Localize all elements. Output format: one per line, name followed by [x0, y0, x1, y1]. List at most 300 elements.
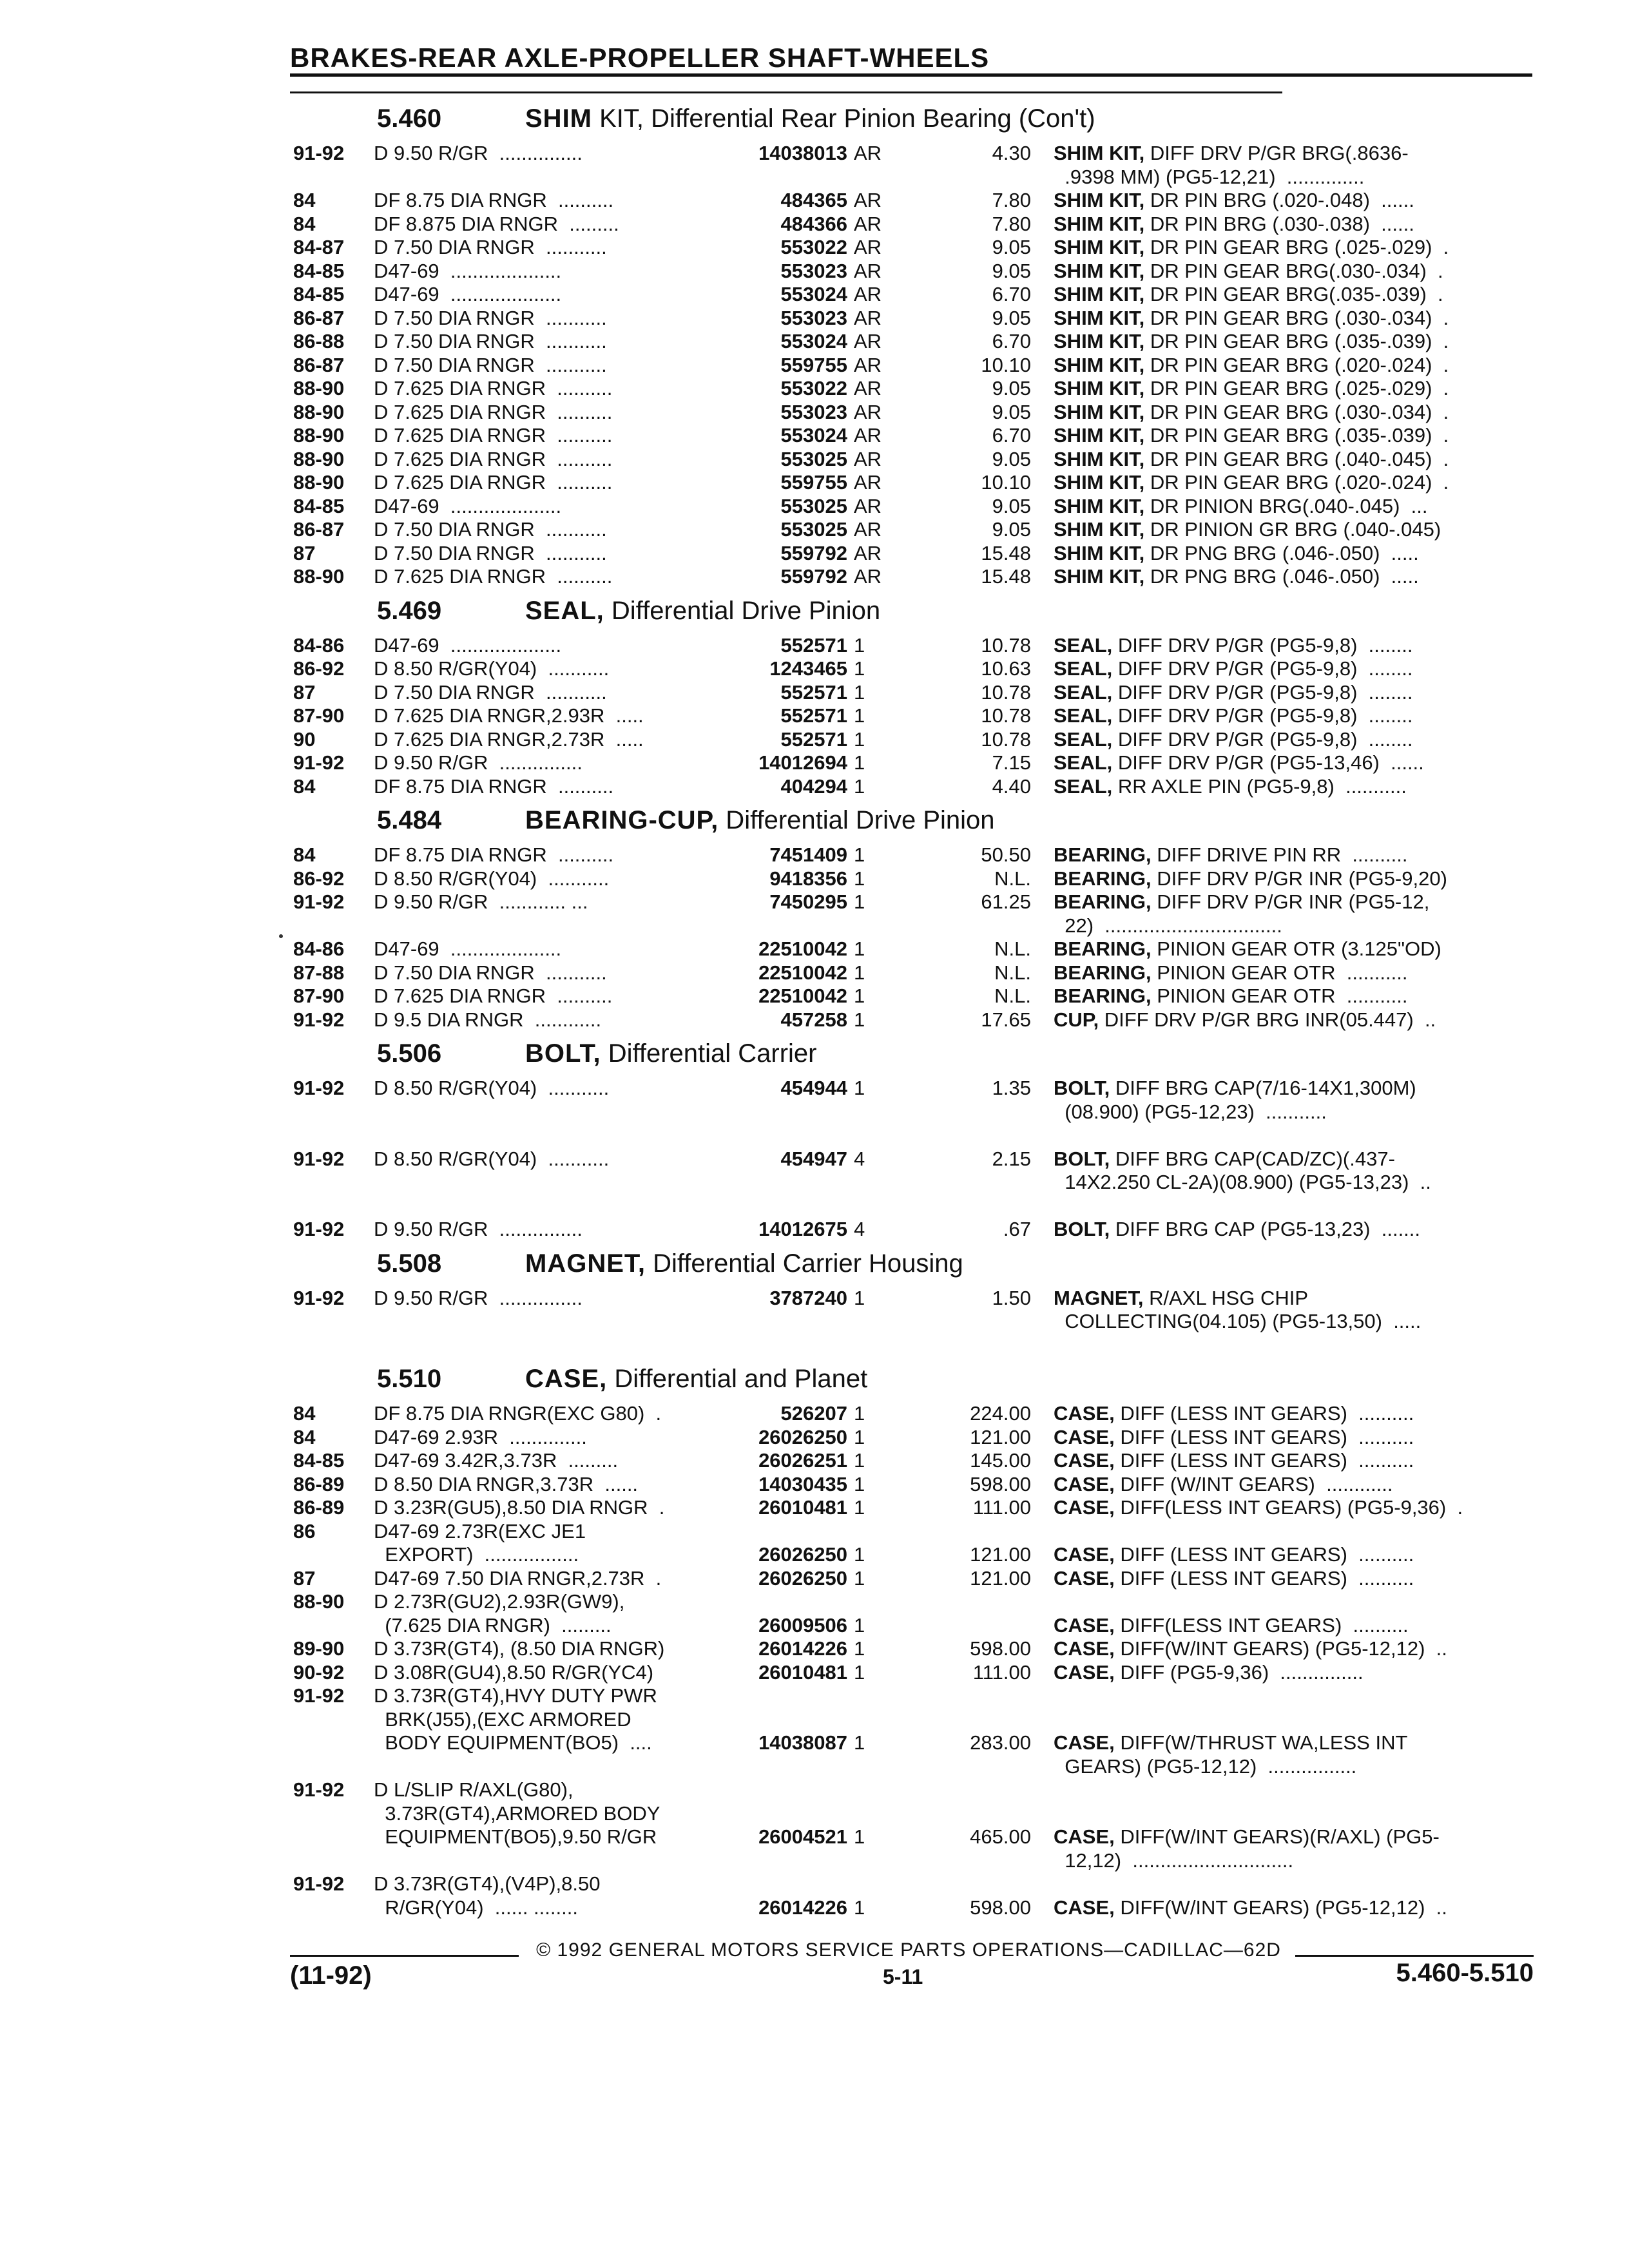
footer-date: (11-92) [290, 1961, 372, 1990]
description-text: DIFF DRV P/GR (PG5-9,8) ........ [1112, 633, 1413, 657]
section-header [293, 589, 1540, 634]
part-number-cell: 526207 [780, 1402, 847, 1425]
description-keyword: SEAL, [1054, 751, 1113, 774]
year-cell: 87 [293, 1566, 316, 1590]
description-text: DIFF(W/THRUST WA,LESS INT [1114, 1731, 1408, 1754]
part-row [293, 1661, 1540, 1685]
year-cell: 87 [293, 680, 316, 704]
model-cell: D47-69 .................... [374, 494, 562, 517]
section-number: 5.510 [377, 1365, 442, 1393]
part-number-cell: 22510042 [758, 961, 847, 984]
description-text: DR PIN GEAR BRG (.035-.039) . [1144, 424, 1449, 447]
description-cell [1054, 1567, 1414, 1590]
description-cell [1054, 1218, 1420, 1241]
description-cell [1054, 401, 1449, 424]
year-cell: 84 [293, 1425, 316, 1448]
description-keyword: SEAL, [1054, 704, 1113, 727]
footer-rule-right [1295, 1955, 1534, 1957]
description-text: DIFF DRV P/GR (PG5-13,46) ...... [1112, 751, 1424, 774]
description-cell [1054, 1825, 1440, 1849]
year-cell: 86-87 [293, 306, 345, 329]
quantity-cell: 1 [854, 843, 865, 866]
part-row [293, 1731, 1540, 1755]
description-cell [1054, 961, 1407, 985]
quantity-cell: 4 [854, 1218, 865, 1240]
year-cell: 91-92 [293, 1147, 345, 1170]
description-cell [1054, 495, 1428, 518]
description-text: DIFF DRIVE PIN RR .......... [1151, 843, 1408, 866]
part-row [293, 890, 1540, 914]
description-keyword: CUP, [1054, 1008, 1099, 1031]
description-cell [1054, 775, 1407, 798]
description-text: (08.900) (PG5-12,23) ........... [1054, 1100, 1327, 1123]
price-cell: 10.78 [981, 633, 1031, 657]
price-cell: 111.00 [972, 1660, 1031, 1684]
price-cell: .67 [1003, 1218, 1031, 1240]
part-row [293, 1708, 1540, 1732]
model-cell: EQUIPMENT(BO5),9.50 R/GR [374, 1825, 657, 1848]
description-cell [1054, 542, 1419, 565]
part-number-cell: 26026250 [758, 1566, 847, 1590]
description-text: DR PIN GEAR BRG (.035-.039) . [1144, 330, 1449, 352]
price-cell: 598.00 [970, 1896, 1031, 1919]
footer-section-range: 5.460-5.510 [1396, 1959, 1534, 1987]
part-number-cell: 559792 [780, 541, 847, 564]
description-cell [1054, 518, 1441, 541]
part-number-cell: 484365 [780, 189, 847, 211]
description-keyword: SHIM KIT, [1054, 447, 1145, 470]
description-text: DIFF (LESS INT GEARS) .......... [1114, 1402, 1414, 1425]
year-cell: 91-92 [293, 1008, 345, 1031]
description-keyword: BEARING, [1054, 867, 1152, 890]
model-cell: D47-69 2.73R(EXC JE1 [374, 1519, 586, 1542]
year-cell: 84-85 [293, 1449, 345, 1472]
description-cell [1054, 377, 1449, 400]
quantity-cell: 1 [854, 657, 865, 680]
quantity-cell: AR [854, 541, 882, 564]
price-cell: 121.00 [970, 1566, 1031, 1590]
quantity-cell: 1 [854, 1660, 865, 1684]
part-number-cell: 26026251 [758, 1449, 847, 1472]
quantity-cell: AR [854, 565, 882, 588]
model-cell: D 3.73R(GT4), (8.50 DIA RNGR) [374, 1637, 665, 1660]
scan-mark [279, 934, 283, 938]
quantity-cell: 1 [854, 867, 865, 890]
quantity-cell: AR [854, 142, 882, 164]
description-keyword: SHIM KIT, [1054, 353, 1145, 376]
description-keyword: SHIM KIT, [1054, 236, 1145, 258]
year-cell: 86-88 [293, 330, 345, 352]
description-text: DR PINION BRG(.040-.045) ... [1144, 494, 1428, 517]
price-cell: 111.00 [972, 1496, 1031, 1519]
quantity-cell: 1 [854, 1449, 865, 1472]
description-cell [1054, 1100, 1327, 1124]
part-row [293, 914, 1540, 938]
part-number-cell: 26014226 [758, 1637, 847, 1660]
part-row [293, 1426, 1540, 1450]
part-number-cell: 7451409 [769, 843, 847, 866]
description-text: 22) ................................ [1054, 914, 1282, 937]
model-cell: D 8.50 R/GR(Y04) ........... [374, 867, 610, 890]
description-keyword: SHIM KIT, [1054, 306, 1145, 329]
description-text: DR PIN GEAR BRG (.025-.029) . [1144, 236, 1449, 258]
model-cell: D 9.50 R/GR ............... [374, 751, 583, 774]
description-text: DIFF (LESS INT GEARS) .......... [1114, 1449, 1414, 1472]
description-keyword: BOLT, [1054, 1147, 1110, 1170]
description-keyword: CASE, [1054, 1449, 1115, 1472]
description-cell [1054, 1755, 1356, 1778]
section-title [525, 806, 995, 835]
part-row [293, 1473, 1540, 1497]
description-cell [1054, 448, 1449, 471]
year-cell: 86-87 [293, 353, 345, 376]
section-title [525, 1249, 963, 1278]
section-header [293, 97, 1540, 142]
part-row [293, 330, 1540, 354]
description-cell [1054, 1148, 1395, 1171]
part-row [293, 518, 1540, 542]
part-number-cell: 454944 [780, 1077, 847, 1099]
description-text: DIFF(LESS INT GEARS) (PG5-9,36) . [1114, 1496, 1463, 1519]
description-keyword: SHIM KIT, [1054, 377, 1145, 399]
section-number: 5.484 [377, 806, 442, 834]
part-number-cell: 14012675 [758, 1218, 847, 1240]
quantity-cell: 1 [854, 751, 865, 774]
price-cell: 1.50 [992, 1286, 1031, 1309]
year-cell: 88-90 [293, 1590, 345, 1613]
quantity-cell: AR [854, 447, 882, 470]
description-keyword: SEAL, [1054, 727, 1113, 751]
description-cell [1054, 166, 1364, 189]
description-keyword: SHIM KIT, [1054, 400, 1145, 423]
part-row [293, 142, 1540, 166]
year-cell: 90-92 [293, 1660, 345, 1684]
description-keyword: SHIM KIT, [1054, 565, 1145, 588]
description-text: DIFF (LESS INT GEARS) .......... [1114, 1543, 1414, 1566]
quantity-cell: 1 [854, 1896, 865, 1919]
year-cell: 84-85 [293, 259, 345, 282]
description-text: DR PIN GEAR BRG (.040-.045) . [1144, 447, 1449, 470]
description-cell [1054, 1496, 1463, 1519]
model-cell: D 8.50 DIA RNGR,3.73R ...... [374, 1472, 639, 1495]
model-cell: D47-69 2.93R .............. [374, 1425, 587, 1448]
model-cell: D 9.50 R/GR ............ ... [374, 890, 588, 913]
price-cell: 6.70 [992, 424, 1031, 447]
description-cell [1054, 704, 1413, 727]
price-cell: 9.05 [992, 306, 1031, 329]
year-cell: 90 [293, 727, 316, 751]
description-text: DIFF DRV P/GR (PG5-9,8) ........ [1112, 680, 1413, 704]
part-row [293, 189, 1540, 213]
model-cell: D 9.5 DIA RNGR ............ [374, 1008, 602, 1031]
part-row [293, 1684, 1540, 1708]
part-row [293, 1590, 1540, 1614]
price-cell: 61.25 [981, 890, 1031, 913]
part-number-cell: 26010481 [758, 1496, 847, 1519]
price-cell: 9.05 [992, 400, 1031, 423]
model-cell: D 9.50 R/GR ............... [374, 142, 583, 164]
year-cell: 86-89 [293, 1472, 345, 1495]
part-number-cell: 552571 [780, 727, 847, 751]
year-cell: 89-90 [293, 1637, 345, 1660]
model-cell: D47-69 .................... [374, 259, 562, 282]
year-cell: 84 [293, 212, 316, 235]
page-title: BRAKES-REAR AXLE-PROPELLER SHAFT-WHEELS [290, 43, 990, 73]
part-row [293, 283, 1540, 307]
year-cell: 88-90 [293, 400, 345, 423]
part-row [293, 260, 1540, 284]
part-number-cell: 22510042 [758, 937, 847, 960]
description-cell [1054, 751, 1424, 774]
description-text: DR PNG BRG (.046-.050) ..... [1144, 565, 1419, 588]
description-text: DR PIN GEAR BRG (.025-.029) . [1144, 377, 1449, 399]
part-number-cell: 26026250 [758, 1425, 847, 1448]
part-number-cell: 1243465 [769, 657, 847, 680]
model-cell: D 3.08R(GU4),8.50 R/GR(YC4) [374, 1660, 654, 1684]
quantity-cell: AR [854, 424, 882, 447]
year-cell: 84-86 [293, 937, 345, 960]
part-number-cell: 26010481 [758, 1660, 847, 1684]
description-text: DIFF (W/INT GEARS) ............ [1114, 1472, 1393, 1495]
model-cell: (7.625 DIA RNGR) ......... [374, 1613, 612, 1637]
description-text: DR PIN GEAR BRG(.030-.034) . [1144, 259, 1443, 282]
section-title-bold: SHIM [525, 104, 592, 133]
part-row [293, 495, 1540, 519]
price-cell: 224.00 [970, 1402, 1031, 1425]
price-cell: 1.35 [992, 1077, 1031, 1099]
quantity-cell: 1 [854, 1472, 865, 1495]
model-cell: D 7.50 DIA RNGR ........... [374, 541, 607, 564]
year-cell: 84 [293, 1402, 316, 1425]
model-cell: D 7.50 DIA RNGR ........... [374, 330, 607, 352]
price-cell: 9.05 [992, 518, 1031, 541]
part-row [293, 1334, 1540, 1358]
description-cell [1054, 1426, 1414, 1449]
part-row [293, 704, 1540, 728]
description-keyword: CASE, [1054, 1543, 1115, 1566]
part-row [293, 354, 1540, 378]
part-number-cell: 553024 [780, 283, 847, 305]
description-cell [1054, 1310, 1421, 1333]
description-keyword: CASE, [1054, 1731, 1115, 1754]
price-cell: 598.00 [970, 1472, 1031, 1495]
quantity-cell: AR [854, 494, 882, 517]
section-title-rest: Differential Carrier Housing [646, 1249, 963, 1278]
part-row [293, 424, 1540, 448]
part-row [293, 1872, 1540, 1896]
part-row [293, 634, 1540, 658]
description-text: DIFF(W/INT GEARS) (PG5-12,12) .. [1114, 1896, 1447, 1919]
model-cell: D 7.625 DIA RNGR .......... [374, 447, 613, 470]
model-cell: D 9.50 R/GR ............... [374, 1286, 583, 1309]
description-text: DIFF (PG5-9,36) ............... [1114, 1660, 1364, 1684]
section-title-rest: Differential and Planet [607, 1365, 868, 1393]
price-cell: N.L. [994, 961, 1031, 984]
description-keyword: CASE, [1054, 1660, 1115, 1684]
section-header [293, 1032, 1540, 1077]
section-title [525, 1365, 867, 1394]
quantity-cell: 1 [854, 1543, 865, 1566]
quantity-cell: AR [854, 259, 882, 282]
description-keyword: BEARING, [1054, 961, 1152, 984]
description-keyword: BEARING, [1054, 890, 1152, 913]
part-row [293, 937, 1540, 961]
part-row [293, 542, 1540, 566]
model-cell: D 8.50 R/GR(Y04) ........... [374, 657, 610, 680]
part-row [293, 1310, 1540, 1334]
description-cell [1054, 307, 1449, 330]
part-number-cell: 14012694 [758, 751, 847, 774]
part-number-cell: 484366 [780, 212, 847, 235]
description-text: DIFF(W/INT GEARS) (PG5-12,12) .. [1114, 1637, 1447, 1660]
description-keyword: BEARING, [1054, 843, 1152, 866]
section-title [525, 104, 1095, 133]
part-number-cell: 553025 [780, 447, 847, 470]
part-number-cell: 404294 [780, 774, 847, 798]
description-keyword: BEARING, [1054, 937, 1152, 960]
model-cell: D 7.50 DIA RNGR ........... [374, 961, 607, 984]
year-cell: 88-90 [293, 447, 345, 470]
part-number-cell: 454947 [780, 1147, 847, 1170]
year-cell: 88-90 [293, 471, 345, 494]
model-cell: D 7.625 DIA RNGR,2.73R ..... [374, 727, 644, 751]
part-number-cell: 553024 [780, 330, 847, 352]
description-keyword: CASE, [1054, 1425, 1115, 1448]
description-keyword: SEAL, [1054, 774, 1113, 798]
model-cell: DF 8.75 DIA RNGR .......... [374, 774, 614, 798]
header-rule [290, 73, 1532, 77]
description-cell [1054, 1008, 1436, 1032]
section-header [293, 798, 1540, 843]
quantity-cell: 1 [854, 633, 865, 657]
part-row [293, 1567, 1540, 1591]
part-number-cell: 9418356 [769, 867, 847, 890]
part-row [293, 1802, 1540, 1826]
year-cell: 86-92 [293, 867, 345, 890]
description-cell [1054, 142, 1409, 165]
part-number-cell: 14030435 [758, 1472, 847, 1495]
description-text: 14X2.250 CL-2A)(08.900) (PG5-13,23) .. [1054, 1171, 1431, 1193]
part-row [293, 213, 1540, 236]
description-text: .9398 MM) (PG5-12,21) .............. [1054, 165, 1365, 188]
price-cell: 17.65 [981, 1008, 1031, 1031]
part-row [293, 401, 1540, 425]
part-row [293, 1077, 1540, 1100]
model-cell: D 8.50 R/GR(Y04) ........... [374, 1147, 610, 1170]
quantity-cell: AR [854, 400, 882, 423]
part-number-cell: 552571 [780, 704, 847, 727]
year-cell: 86 [293, 1519, 316, 1542]
description-keyword: CASE, [1054, 1472, 1115, 1495]
part-row [293, 448, 1540, 472]
description-cell [1054, 1171, 1431, 1194]
model-cell: D47-69 .................... [374, 283, 562, 305]
part-number-cell: 22510042 [758, 985, 847, 1007]
part-row [293, 1148, 1540, 1171]
description-cell [1054, 565, 1419, 588]
description-text: DIFF DRV P/GR INR (PG5-9,20) [1151, 867, 1447, 890]
description-keyword: SHIM KIT, [1054, 142, 1145, 164]
section-title-rest: Differential Carrier [601, 1039, 817, 1068]
model-cell: D 7.625 DIA RNGR .......... [374, 471, 613, 494]
description-text: DIFF BRG CAP (PG5-13,23) ....... [1110, 1218, 1421, 1240]
description-keyword: BEARING, [1054, 985, 1152, 1007]
year-cell: 86-89 [293, 1496, 345, 1519]
quantity-cell: 1 [854, 1425, 865, 1448]
part-row [293, 565, 1540, 589]
part-row [293, 681, 1540, 705]
model-cell: D 7.625 DIA RNGR .......... [374, 424, 613, 447]
quantity-cell: 1 [854, 1286, 865, 1309]
part-row [293, 1496, 1540, 1520]
description-text: RR AXLE PIN (PG5-9,8) ........... [1112, 774, 1407, 798]
model-cell: D 2.73R(GU2),2.93R(GW9), [374, 1590, 625, 1613]
price-cell: 7.80 [992, 189, 1031, 211]
part-number-cell: 457258 [780, 1008, 847, 1031]
part-number-cell: 559755 [780, 471, 847, 494]
description-keyword: SHIM KIT, [1054, 330, 1145, 352]
description-text: GEARS) (PG5-12,12) ................ [1054, 1754, 1357, 1778]
description-text: PINION GEAR OTR ........... [1151, 961, 1408, 984]
year-cell: 87-88 [293, 961, 345, 984]
description-cell [1054, 236, 1449, 259]
description-keyword: SEAL, [1054, 633, 1113, 657]
part-number-cell: 559755 [780, 353, 847, 376]
year-cell: 87-90 [293, 985, 345, 1007]
part-row [293, 985, 1540, 1008]
year-cell: 86-87 [293, 518, 345, 541]
description-text: DR PIN GEAR BRG (.030-.034) . [1144, 306, 1449, 329]
quantity-cell: 1 [854, 1825, 865, 1848]
section-title-rest: KIT, Differential Rear Pinion Bearing (Con't) [592, 104, 1095, 133]
part-row [293, 775, 1540, 799]
description-keyword: BOLT, [1054, 1218, 1110, 1240]
part-number-cell: 553022 [780, 236, 847, 258]
part-row [293, 1520, 1540, 1544]
part-row [293, 867, 1540, 891]
model-cell: D 7.625 DIA RNGR .......... [374, 400, 613, 423]
description-text: COLLECTING(04.105) (PG5-13,50) ..... [1054, 1310, 1422, 1332]
year-cell: 88-90 [293, 424, 345, 447]
description-keyword: SHIM KIT, [1054, 283, 1145, 305]
model-cell: DF 8.75 DIA RNGR .......... [374, 843, 614, 866]
model-cell: D 7.50 DIA RNGR ........... [374, 680, 607, 704]
quantity-cell: AR [854, 283, 882, 305]
part-row [293, 1287, 1540, 1311]
description-cell [1054, 914, 1282, 937]
price-cell: N.L. [994, 867, 1031, 890]
quantity-cell: 1 [854, 1402, 865, 1425]
description-keyword: SHIM KIT, [1054, 518, 1145, 541]
description-cell [1054, 354, 1449, 377]
part-number-cell: 552571 [780, 680, 847, 704]
description-text: DIFF DRV P/GR (PG5-9,8) ........ [1112, 704, 1413, 727]
year-cell: 88-90 [293, 565, 345, 588]
part-row [293, 1825, 1540, 1849]
description-keyword: CASE, [1054, 1566, 1115, 1590]
model-cell: D47-69 3.42R,3.73R ......... [374, 1449, 619, 1472]
model-cell: D47-69 .................... [374, 633, 562, 657]
year-cell: 87-90 [293, 704, 345, 727]
description-cell [1054, 1402, 1414, 1425]
model-cell: EXPORT) ................. [374, 1543, 579, 1566]
description-cell [1054, 1077, 1416, 1100]
description-cell [1054, 283, 1443, 306]
year-cell: 87 [293, 541, 316, 564]
parts-listing [293, 97, 1540, 1919]
part-row [293, 1218, 1540, 1242]
description-cell [1054, 1449, 1414, 1472]
